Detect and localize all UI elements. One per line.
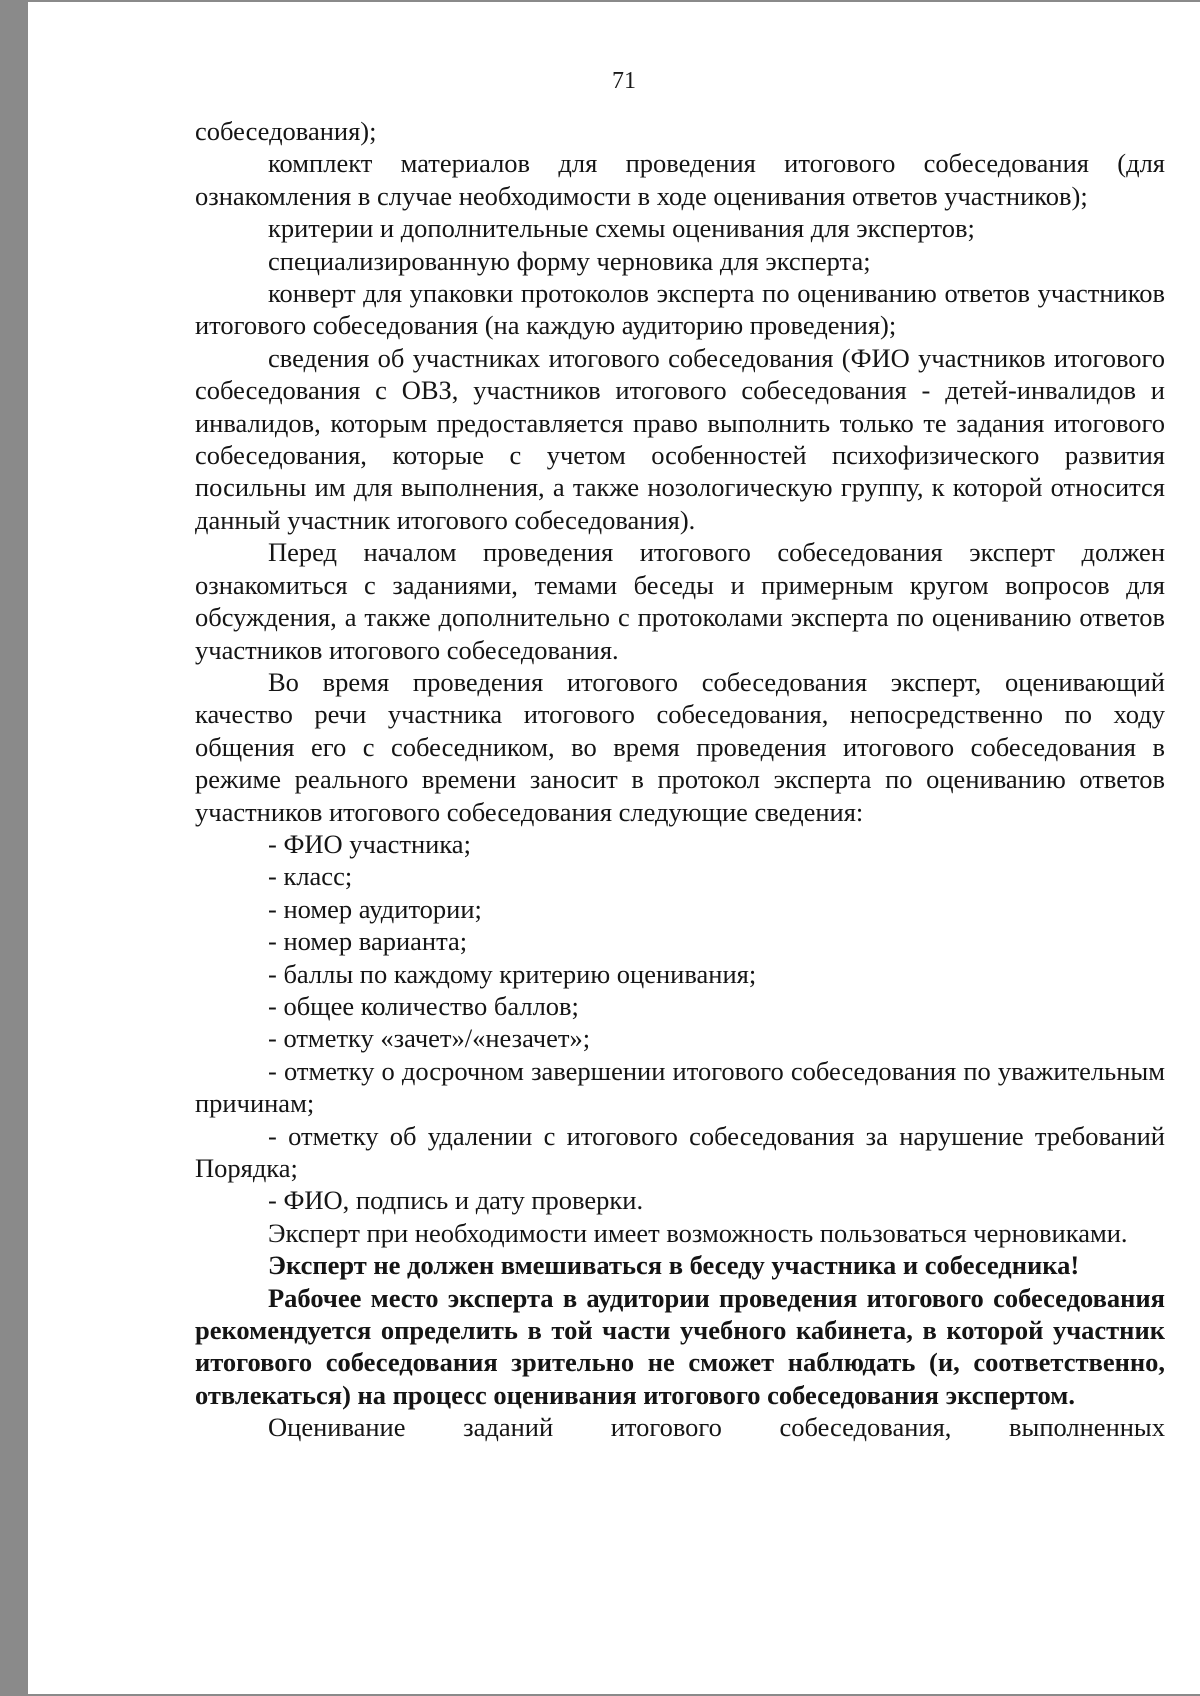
paragraph: конверт для упаковки протоколов эксперта по оцениванию ответов участников итогового собеседования (на каждую аудиторию проведения); xyxy=(195,278,1165,341)
paragraph: Во время проведения итогового собеседования эксперт, оценивающий качество речи участника итогового собеседования, непосредственно по ходу общения его с собеседником, во время проведения итогового собеседования в режиме реального времени заносит в протокол эксперта по оцениванию ответов участников итогового собеседования следующие сведения: xyxy=(195,666,1165,827)
list-item: - ФИО, подпись и дату проверки. xyxy=(268,1185,644,1216)
list-item: - отметку о досрочном завершении итогового собеседования по уважительным причинам; xyxy=(195,1055,1165,1119)
list-item: - отметку об удалении с итогового собеседования за нарушение требований Порядка; xyxy=(195,1120,1165,1183)
list-item: - общее количество баллов; xyxy=(268,990,579,1021)
list-item: - ФИО участника; xyxy=(268,828,471,859)
bold-paragraph: Рабочее место эксперта в аудитории проведения итогового собеседования рекомендуется определить в той части учебного кабинета, в которой участник итогового собеседования зрительно не сможет наблюдать (и, соответственно, отвлекаться) на процесс оценивания итогового собеседования экспертом. xyxy=(195,1282,1165,1410)
document-body xyxy=(195,115,1165,1444)
document-page xyxy=(28,2,1200,1694)
paragraph: собеседования); xyxy=(195,116,377,146)
paragraph: сведения об участниках итогового собеседования (ФИО участников итогового собеседования с ОВЗ, участников итогового собеседования - детей-инвалидов и инвалидов, которым предоставляется право выполнить только те задания итогового собеседования, которые с учетом особенностей психофизического развития посильны им для выполнения, а также нозологическую группу, к которой относится данный участник итогового собеседования). xyxy=(195,342,1165,535)
list-item: - номер варианта; xyxy=(268,926,468,957)
paragraph: Перед началом проведения итогового собеседования эксперт должен ознакомиться с заданиями, темами беседы и примерным кругом вопросов для обсуждения, а также дополнительно с протоколами эксперта по оцениванию ответов участников итогового собеседования. xyxy=(195,537,1165,665)
bold-paragraph: Эксперт не должен вмешиваться в беседу участника и собеседника! xyxy=(268,1250,1080,1281)
list-item: - класс; xyxy=(268,861,353,892)
list-item: - баллы по каждому критерию оценивания; xyxy=(268,958,757,989)
paragraph: комплект материалов для проведения итогового собеседования (для ознакомления в случае необходимости в ходе оценивания ответов участников); xyxy=(195,148,1165,211)
paragraph: специализированную форму черновика для эксперта; xyxy=(268,245,871,276)
list-item: - номер аудитории; xyxy=(268,893,482,924)
list-item: - отметку «зачет»/«незачет»; xyxy=(268,1023,591,1054)
paragraph: Оценивание заданий итогового собеседования, выполненных xyxy=(268,1412,1165,1443)
paragraph: Эксперт при необходимости имеет возможность пользоваться черновиками. xyxy=(268,1217,1128,1248)
page-number: 71 xyxy=(612,68,636,94)
paragraph: критерии и дополнительные схемы оценивания для экспертов; xyxy=(268,213,975,244)
